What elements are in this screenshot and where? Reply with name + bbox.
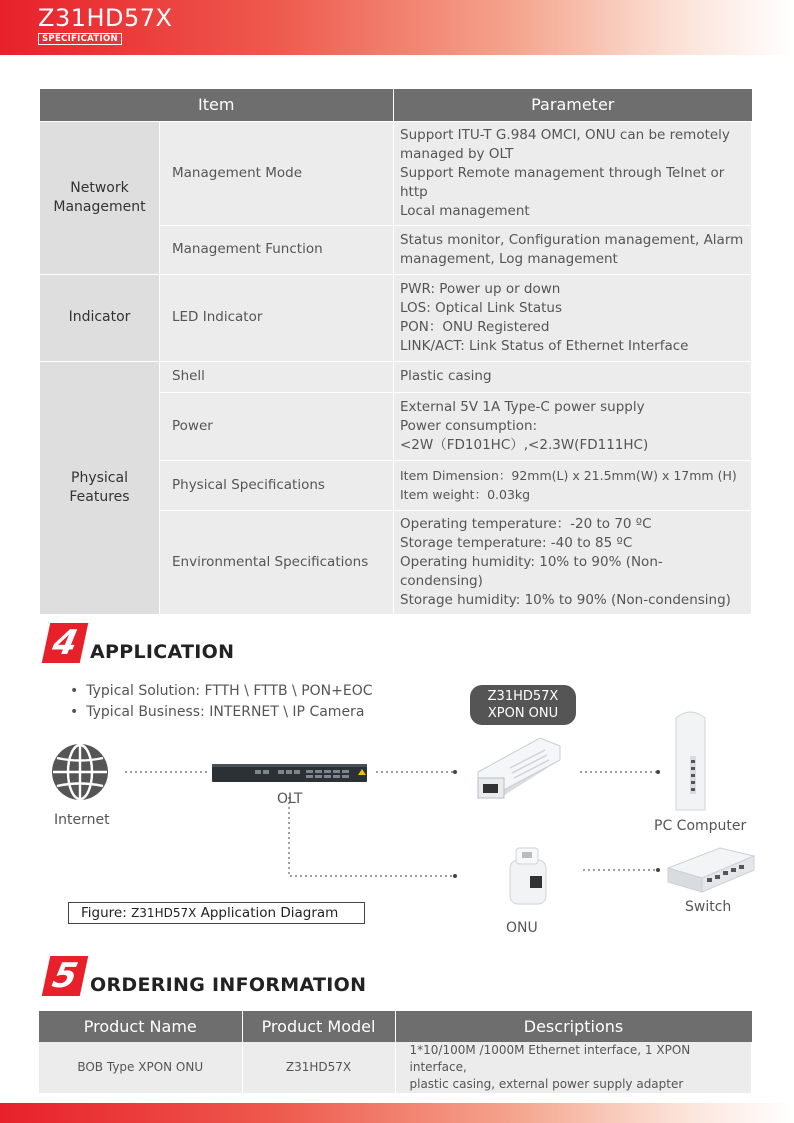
internet-globe-icon [52, 744, 108, 800]
row-label: Physical Specifications [160, 460, 394, 510]
row-label: Shell [160, 361, 394, 392]
row-value: Status monitor, Configuration management, Alarm management, Log management [394, 225, 752, 274]
pc-computer-label: PC Computer [654, 818, 747, 834]
table-row [39, 1042, 752, 1093]
table-row [40, 274, 752, 361]
section-title: ORDERING INFORMATION [90, 974, 367, 996]
row-label: Power [160, 392, 394, 460]
connector-lines [125, 772, 658, 876]
xpon-onu-device-icon [478, 738, 560, 798]
col-header-product-model: Product Model [242, 1011, 395, 1042]
switch-label: Switch [685, 899, 732, 915]
olt-label: OLT [277, 791, 303, 807]
olt-device-icon [212, 764, 367, 782]
description-line: plastic casing, external power supply adapter [409, 1077, 684, 1091]
caption-prefix: Figure: [81, 905, 127, 921]
footer-band [0, 1103, 794, 1123]
section-number-badge: 4 [42, 623, 89, 663]
group-indicator: Indicator [40, 274, 160, 361]
product-model-cell: Z31HD57X [242, 1042, 395, 1093]
specification-tag: SPECIFICATION [38, 33, 122, 45]
group-physical-features: Physical Features [40, 361, 160, 614]
row-label: Environmental Specifications [160, 510, 394, 614]
ordering-heading [46, 956, 366, 996]
spec-table [39, 89, 752, 615]
description-line: 1*10/100M /1000M Ethernet interface, 1 XPON interface, [409, 1043, 691, 1074]
table-row [40, 121, 752, 225]
list-item: • Typical Solution: FTTH \ FTTB \ PON+EOC [70, 681, 373, 702]
internet-label: Internet [54, 812, 110, 828]
row-label: LED Indicator [160, 274, 394, 361]
xpon-onu-bubble [470, 685, 576, 725]
caption-text: Application Diagram [200, 905, 339, 921]
table-row [40, 361, 752, 392]
row-value: Plastic casing [394, 361, 752, 392]
col-header-product-name: Product Name [39, 1011, 242, 1042]
section-title: APPLICATION [90, 641, 235, 663]
caption-model: Z31HD57X [131, 906, 197, 920]
diagram-graphics [40, 680, 760, 940]
row-value: Item Dimension：92mm(L) x 21.5mm(W) x 17mm (H) Item weight：0.03kg [394, 460, 752, 510]
row-value: PWR: Power up or down LOS: Optical Link Status PON：ONU Registered LINK/ACT: Link Status of Ethernet Interface [394, 274, 752, 361]
row-value: Support ITU-T G.984 OMCI, ONU can be remotely managed by OLT Support Remote management through Telnet or http Local management [394, 121, 752, 225]
model-title: Z31HD57X [38, 4, 173, 32]
section-number-badge: 5 [42, 956, 89, 996]
col-header-descriptions: Descriptions [395, 1011, 752, 1042]
description-cell [395, 1042, 752, 1093]
group-network-management: Network Management [40, 121, 160, 274]
list-item: • Typical Business: INTERNET \ IP Camera [70, 702, 373, 723]
application-heading [46, 623, 234, 663]
row-value: External 5V 1A Type-C power supply Power consumption: <2W（FD101HC）,<2.3W(FD111HC) [394, 392, 752, 460]
row-label: Management Function [160, 225, 394, 274]
onu-label: ONU [506, 920, 538, 936]
row-value: Operating temperature：-20 to 70 ºC Storage temperature: -40 to 85 ºC Operating humidity: 10% to 90% (Non-condensing) Storage humidity: 10% to 90% (Non-condensing) [394, 510, 752, 614]
pc-computer-icon [676, 712, 705, 810]
row-label: Management Mode [160, 121, 394, 225]
col-header-parameter: Parameter [394, 89, 752, 121]
figure-caption [68, 902, 365, 924]
bubble-line: XPON ONU [487, 706, 559, 721]
col-header-item: Item [40, 89, 394, 121]
application-diagram [40, 680, 760, 940]
bubble-line: Z31HD57X [487, 689, 559, 704]
product-name-cell: BOB Type XPON ONU [39, 1042, 242, 1093]
onu-device-icon [510, 848, 546, 904]
switch-icon [668, 848, 754, 892]
ordering-table [39, 1011, 752, 1093]
